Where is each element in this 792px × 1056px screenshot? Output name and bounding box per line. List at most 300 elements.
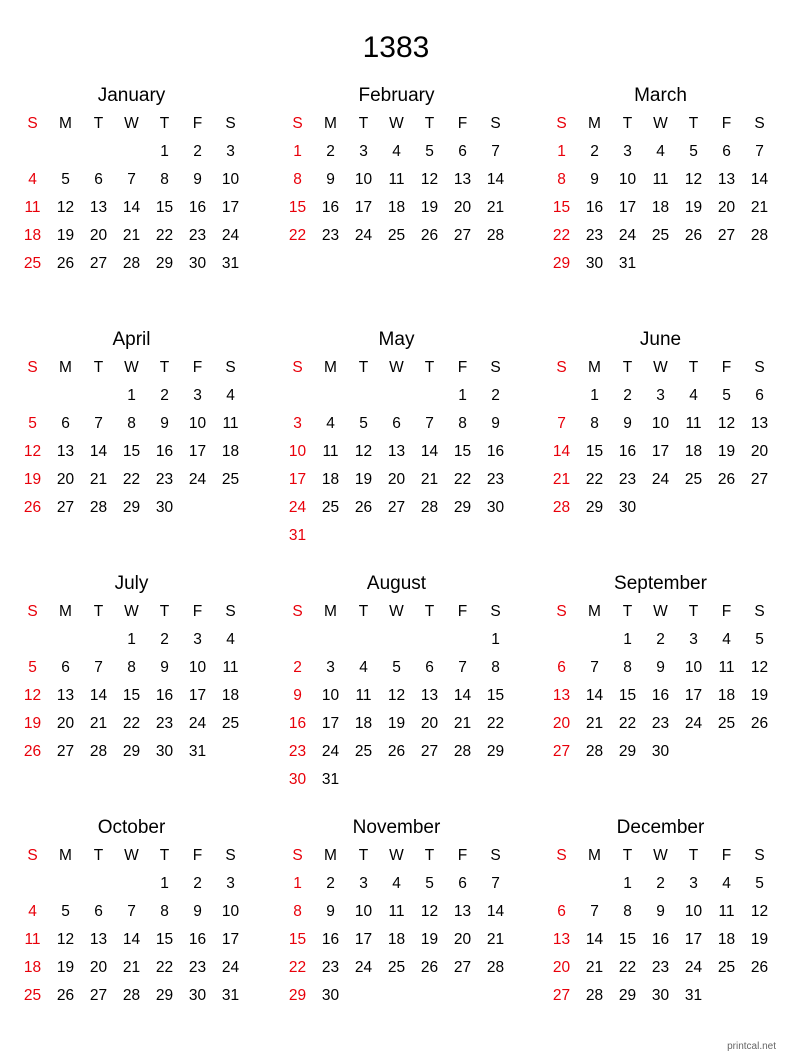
empty-day-cell (281, 382, 314, 410)
day-cell: 25 (651, 227, 670, 244)
week-row (281, 194, 512, 222)
day-cell: 4 (28, 903, 37, 920)
day-cell: 1 (293, 143, 302, 160)
day-cell: 23 (288, 743, 307, 760)
week-row (16, 982, 247, 1010)
empty-day-cell (115, 138, 148, 166)
day-cell: 17 (618, 199, 637, 216)
day-cell: 29 (618, 987, 637, 1004)
day-cell: 27 (420, 743, 439, 760)
day-cell: 27 (387, 499, 406, 516)
empty-day-cell (545, 870, 578, 898)
day-cell: 3 (193, 631, 202, 648)
day-cell: 12 (750, 903, 769, 920)
week-row (281, 954, 512, 982)
day-cell: 30 (321, 987, 340, 1004)
week-row (545, 870, 776, 898)
day-cell: 16 (321, 199, 340, 216)
week-row (16, 870, 247, 898)
day-cell: 25 (354, 743, 373, 760)
weekday-label: T (424, 359, 435, 376)
day-cell: 21 (453, 715, 472, 732)
day-cell: 13 (56, 687, 75, 704)
week-row (16, 926, 247, 954)
day-cell: 23 (321, 959, 340, 976)
day-cell: 24 (651, 471, 670, 488)
day-cell: 10 (321, 687, 340, 704)
week-row (545, 250, 776, 278)
day-cell: 11 (222, 415, 239, 432)
weekday-label: W (389, 847, 404, 864)
day-cell: 22 (618, 959, 637, 976)
day-cell: 20 (420, 715, 439, 732)
footer-credit: printcal.net (727, 1041, 776, 1052)
weekday-header (16, 110, 247, 138)
week-row (16, 494, 247, 522)
day-cell: 25 (717, 959, 736, 976)
day-cell: 13 (552, 931, 571, 948)
day-cell: 24 (288, 499, 307, 516)
day-cell: 13 (552, 687, 571, 704)
day-cell: 25 (23, 255, 42, 272)
weekday-label: S (27, 603, 38, 620)
day-cell: 28 (486, 959, 505, 976)
day-cell: 20 (552, 959, 571, 976)
month-october (16, 814, 247, 1010)
day-cell: 29 (122, 499, 141, 516)
day-cell: 16 (651, 931, 670, 948)
empty-day-cell (49, 382, 82, 410)
day-cell: 14 (453, 687, 472, 704)
weekday-label: M (588, 603, 601, 620)
day-cell: 20 (89, 227, 108, 244)
day-cell: 3 (293, 415, 302, 432)
week-row (16, 166, 247, 194)
day-cell: 17 (288, 471, 307, 488)
month-march (545, 82, 776, 278)
month-title: September (614, 573, 707, 594)
year-title: 1383 (362, 31, 430, 64)
day-cell: 8 (293, 903, 302, 920)
empty-day-cell (413, 522, 446, 550)
week-row (281, 166, 512, 194)
day-cell: 17 (221, 199, 240, 216)
day-cell: 5 (28, 415, 37, 432)
day-cell: 3 (656, 387, 665, 404)
day-cell: 22 (288, 959, 307, 976)
weekday-label: M (324, 847, 337, 864)
day-cell: 15 (155, 199, 174, 216)
day-cell: 17 (354, 199, 373, 216)
day-cell: 15 (618, 931, 637, 948)
day-cell: 3 (226, 143, 235, 160)
day-cell: 16 (321, 931, 340, 948)
weekday-label: T (358, 847, 369, 864)
day-cell: 22 (122, 715, 141, 732)
weekday-header (545, 598, 776, 626)
day-cell: 26 (23, 499, 42, 516)
day-cell: 24 (618, 227, 637, 244)
empty-day-cell (743, 250, 776, 278)
day-cell: 30 (288, 771, 307, 788)
day-cell: 28 (122, 255, 141, 272)
day-cell: 20 (387, 471, 406, 488)
day-cell: 23 (188, 959, 207, 976)
day-cell: 18 (684, 443, 703, 460)
weekday-label: F (457, 603, 468, 620)
day-cell: 28 (585, 987, 604, 1004)
day-cell: 24 (354, 227, 373, 244)
empty-day-cell (677, 250, 710, 278)
day-cell: 2 (491, 387, 500, 404)
week-row (16, 250, 247, 278)
week-row (545, 166, 776, 194)
month-february (281, 82, 512, 250)
week-row (16, 738, 247, 766)
day-cell: 21 (122, 227, 141, 244)
day-cell: 18 (387, 199, 406, 216)
day-cell: 28 (552, 499, 571, 516)
day-cell: 5 (689, 143, 698, 160)
day-cell: 16 (618, 443, 637, 460)
week-row (545, 710, 776, 738)
day-cell: 9 (491, 415, 500, 432)
empty-day-cell (16, 626, 49, 654)
week-row (16, 382, 247, 410)
day-cell: 4 (689, 387, 698, 404)
day-cell: 20 (453, 199, 472, 216)
day-cell: 1 (160, 143, 169, 160)
empty-day-cell (413, 982, 446, 1010)
day-cell: 26 (420, 227, 439, 244)
day-cell: 20 (453, 931, 472, 948)
weekday-label: M (59, 115, 72, 132)
day-cell: 14 (585, 687, 604, 704)
day-cell: 6 (722, 143, 731, 160)
day-cell: 23 (155, 715, 174, 732)
week-row (545, 410, 776, 438)
day-cell: 6 (458, 143, 467, 160)
day-cell: 18 (387, 931, 406, 948)
day-cell: 31 (321, 771, 340, 788)
day-cell: 12 (684, 171, 703, 188)
day-cell: 30 (486, 499, 505, 516)
day-cell: 30 (188, 255, 207, 272)
day-cell: 25 (23, 987, 42, 1004)
day-cell: 26 (56, 255, 75, 272)
day-cell: 10 (684, 659, 703, 676)
day-cell: 7 (127, 903, 136, 920)
day-cell: 10 (684, 903, 703, 920)
week-row (545, 194, 776, 222)
day-cell: 29 (618, 743, 637, 760)
empty-day-cell (479, 982, 512, 1010)
week-row (281, 710, 512, 738)
weekday-label: M (59, 603, 72, 620)
day-cell: 23 (651, 959, 670, 976)
day-cell: 7 (557, 415, 566, 432)
day-cell: 12 (387, 687, 406, 704)
week-row (16, 954, 247, 982)
week-row (281, 682, 512, 710)
day-cell: 1 (293, 875, 302, 892)
weekday-label: T (424, 115, 435, 132)
day-cell: 28 (585, 743, 604, 760)
weekday-label: T (93, 603, 104, 620)
day-cell: 7 (425, 415, 434, 432)
weekday-label: W (389, 115, 404, 132)
day-cell: 30 (585, 255, 604, 272)
day-cell: 8 (458, 415, 467, 432)
day-cell: 17 (684, 931, 703, 948)
day-cell: 1 (491, 631, 500, 648)
day-cell: 2 (193, 143, 202, 160)
day-cell: 12 (56, 199, 75, 216)
day-cell: 19 (420, 199, 439, 216)
empty-day-cell (677, 494, 710, 522)
day-cell: 8 (293, 171, 302, 188)
day-cell: 4 (722, 875, 731, 892)
day-cell: 11 (322, 443, 339, 460)
day-cell: 6 (94, 171, 103, 188)
weekday-label: S (556, 359, 567, 376)
day-cell: 10 (188, 415, 207, 432)
day-cell: 27 (717, 227, 736, 244)
weekday-label: W (653, 603, 668, 620)
weekday-label: W (653, 115, 668, 132)
day-cell: 15 (288, 931, 307, 948)
weekday-header (545, 110, 776, 138)
empty-day-cell (314, 382, 347, 410)
weekday-label: T (159, 115, 170, 132)
day-cell: 7 (755, 143, 764, 160)
day-cell: 3 (689, 875, 698, 892)
day-cell: 6 (557, 659, 566, 676)
day-cell: 2 (623, 387, 632, 404)
day-cell: 15 (585, 443, 604, 460)
week-row (545, 626, 776, 654)
day-cell: 18 (651, 199, 670, 216)
empty-day-cell (49, 626, 82, 654)
day-cell: 20 (89, 959, 108, 976)
day-cell: 8 (623, 659, 632, 676)
day-cell: 23 (155, 471, 174, 488)
empty-day-cell (380, 522, 413, 550)
day-cell: 16 (188, 931, 207, 948)
day-cell: 27 (56, 499, 75, 516)
weekday-label: S (225, 115, 236, 132)
week-row (281, 870, 512, 898)
day-cell: 1 (458, 387, 467, 404)
empty-day-cell (82, 626, 115, 654)
day-cell: 30 (155, 499, 174, 516)
day-cell: 2 (656, 875, 665, 892)
week-row (281, 410, 512, 438)
day-cell: 29 (155, 255, 174, 272)
month-title: April (112, 329, 151, 350)
day-cell: 7 (491, 875, 500, 892)
day-cell: 1 (160, 875, 169, 892)
day-cell: 3 (623, 143, 632, 160)
weekday-label: T (358, 603, 369, 620)
day-cell: 11 (388, 171, 405, 188)
weekday-label: T (159, 359, 170, 376)
weekday-label: F (721, 115, 732, 132)
weekday-label: W (124, 115, 139, 132)
day-cell: 9 (160, 659, 169, 676)
day-cell: 10 (651, 415, 670, 432)
weekday-label: S (754, 847, 765, 864)
day-cell: 18 (23, 227, 42, 244)
day-cell: 12 (56, 931, 75, 948)
day-cell: 24 (354, 959, 373, 976)
week-row (16, 222, 247, 250)
day-cell: 8 (557, 171, 566, 188)
day-cell: 20 (750, 443, 769, 460)
day-cell: 25 (321, 499, 340, 516)
day-cell: 19 (56, 959, 75, 976)
month-september (545, 570, 776, 766)
day-cell: 30 (155, 743, 174, 760)
day-cell: 13 (89, 931, 108, 948)
weekday-label: T (622, 115, 633, 132)
day-cell: 27 (750, 471, 769, 488)
day-cell: 16 (155, 687, 174, 704)
day-cell: 9 (326, 903, 335, 920)
week-row (16, 138, 247, 166)
empty-day-cell (16, 870, 49, 898)
empty-day-cell (479, 766, 512, 794)
day-cell: 21 (486, 931, 505, 948)
weekday-header (281, 598, 512, 626)
weekday-label: S (225, 847, 236, 864)
day-cell: 7 (458, 659, 467, 676)
empty-day-cell (347, 982, 380, 1010)
day-cell: 25 (684, 471, 703, 488)
day-cell: 24 (221, 959, 240, 976)
day-cell: 14 (486, 903, 505, 920)
day-cell: 16 (288, 715, 307, 732)
weekday-label: S (490, 115, 501, 132)
day-cell: 3 (193, 387, 202, 404)
day-cell: 27 (453, 959, 472, 976)
day-cell: 15 (618, 687, 637, 704)
day-cell: 4 (28, 171, 37, 188)
day-cell: 18 (221, 687, 240, 704)
day-cell: 24 (321, 743, 340, 760)
day-cell: 30 (651, 987, 670, 1004)
day-cell: 6 (425, 659, 434, 676)
day-cell: 22 (155, 227, 174, 244)
day-cell: 9 (623, 415, 632, 432)
day-cell: 19 (684, 199, 703, 216)
day-cell: 2 (656, 631, 665, 648)
month-july (16, 570, 247, 766)
weekday-label: S (27, 359, 38, 376)
weekday-label: F (192, 359, 203, 376)
day-cell: 9 (193, 903, 202, 920)
empty-day-cell (347, 626, 380, 654)
week-row (281, 522, 512, 550)
day-cell: 2 (193, 875, 202, 892)
day-cell: 5 (61, 903, 70, 920)
day-cell: 23 (486, 471, 505, 488)
day-cell: 16 (188, 199, 207, 216)
day-cell: 19 (354, 471, 373, 488)
day-cell: 14 (89, 687, 108, 704)
day-cell: 11 (222, 659, 239, 676)
day-cell: 29 (585, 499, 604, 516)
day-cell: 9 (590, 171, 599, 188)
weekday-label: T (688, 847, 699, 864)
day-cell: 14 (89, 443, 108, 460)
weekday-label: T (424, 603, 435, 620)
day-cell: 19 (750, 687, 769, 704)
month-june (545, 326, 776, 522)
day-cell: 7 (127, 171, 136, 188)
weekday-label: S (490, 847, 501, 864)
day-cell: 26 (56, 987, 75, 1004)
weekday-label: M (588, 847, 601, 864)
weekday-label: S (556, 115, 567, 132)
weekday-header (545, 354, 776, 382)
day-cell: 27 (89, 987, 108, 1004)
day-cell: 1 (590, 387, 599, 404)
week-row (545, 466, 776, 494)
day-cell: 1 (623, 631, 632, 648)
day-cell: 4 (359, 659, 368, 676)
day-cell: 12 (420, 903, 439, 920)
day-cell: 17 (188, 687, 207, 704)
day-cell: 8 (160, 903, 169, 920)
day-cell: 31 (221, 987, 240, 1004)
day-cell: 21 (486, 199, 505, 216)
week-row (281, 494, 512, 522)
day-cell: 6 (392, 415, 401, 432)
weekday-label: S (556, 603, 567, 620)
day-cell: 24 (684, 959, 703, 976)
day-cell: 23 (188, 227, 207, 244)
day-cell: 22 (552, 227, 571, 244)
empty-day-cell (413, 382, 446, 410)
weekday-label: T (622, 359, 633, 376)
weekday-label: T (93, 115, 104, 132)
day-cell: 2 (590, 143, 599, 160)
empty-day-cell (115, 870, 148, 898)
day-cell: 24 (188, 471, 207, 488)
day-cell: 29 (122, 743, 141, 760)
weekday-label: F (457, 115, 468, 132)
day-cell: 22 (486, 715, 505, 732)
day-cell: 4 (326, 415, 335, 432)
day-cell: 16 (486, 443, 505, 460)
weekday-label: T (688, 115, 699, 132)
day-cell: 5 (392, 659, 401, 676)
empty-day-cell (743, 494, 776, 522)
day-cell: 4 (656, 143, 665, 160)
empty-day-cell (743, 738, 776, 766)
day-cell: 4 (722, 631, 731, 648)
weekday-label: W (653, 359, 668, 376)
day-cell: 23 (585, 227, 604, 244)
day-cell: 13 (387, 443, 406, 460)
weekday-label: F (192, 847, 203, 864)
month-title: December (616, 817, 705, 838)
day-cell: 19 (23, 471, 42, 488)
day-cell: 17 (684, 687, 703, 704)
month-title: October (97, 817, 166, 838)
day-cell: 14 (750, 171, 769, 188)
